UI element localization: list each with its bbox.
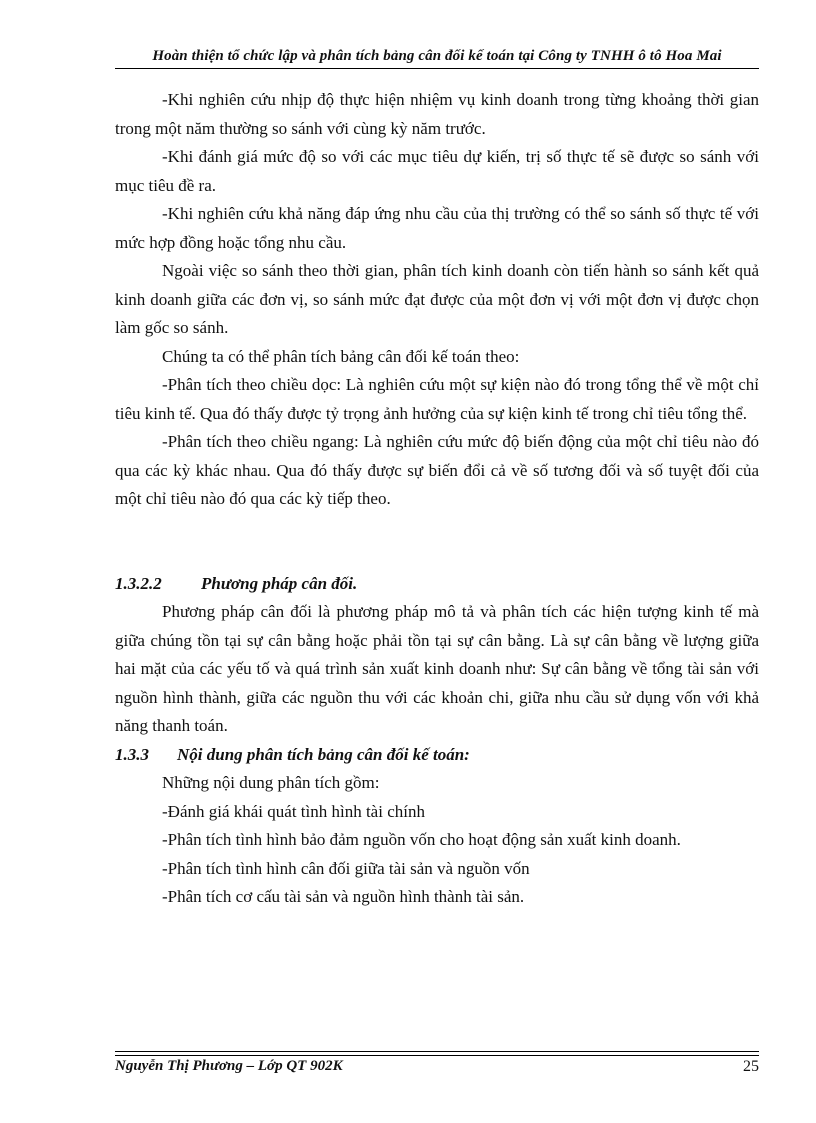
list-item: -Phân tích tình hình cân đối giữa tài sản và nguồn vốn xyxy=(162,858,530,878)
section-heading-1322 xyxy=(115,570,759,599)
section-heading-133 xyxy=(115,741,759,770)
paragraph: -Phân tích theo chiều dọc: Là nghiên cứu một sự kiện nào đó trong tổng thể về một chỉ tiêu kinh tế. Qua đó thấy được tỷ trọng ảnh hưởng của sự kiện kinh tế trong chỉ tiêu tổng thể. xyxy=(115,375,759,423)
paragraph: -Phân tích theo chiều ngang: Là nghiên cứu mức độ biến động của một chỉ tiêu nào đó qua các kỳ khác nhau. Qua đó thấy được sự biến đổi cả về số tương đối và số tuyệt đối của một chỉ tiêu nào đó qua các kỳ tiếp theo. xyxy=(115,432,759,508)
running-header: Hoàn thiện tổ chức lập và phân tích bảng cân đối kế toán tại Công ty TNHH ô tô Hoa Mai xyxy=(152,48,722,64)
paragraph: Phương pháp cân đối là phương pháp mô tả và phân tích các hiện tượng kinh tế mà giữa chúng tồn tại sự cân bằng hoặc phải tồn tại sự cân bằng. Là sự cân bằng về lượng giữa hai mặt của các yếu tố và quá trình sản xuất kinh doanh như: Sự cân bằng về tổng tài sản với nguồn hình thành, giữa các nguồn thu với các khoản chi, giữa nhu cầu sử dụng vốn với khả năng thanh toán. xyxy=(115,602,759,735)
section-number: 1.3.3 xyxy=(115,744,149,764)
header-rule xyxy=(115,68,759,69)
list-intro: Những nội dung phân tích gồm: xyxy=(162,773,380,792)
spacer xyxy=(115,514,759,570)
page-footer xyxy=(115,1058,759,1075)
document-body xyxy=(115,86,759,912)
list-item: -Phân tích tình hình bảo đảm nguồn vốn cho hoạt động sản xuất kinh doanh. xyxy=(162,830,681,849)
section-number: 1.3.2.2 xyxy=(115,573,162,593)
paragraph: -Khi nghiên cứu khả năng đáp ứng nhu cầu của thị trường có thể so sánh số thực tế với mức hợp đồng hoặc tổng nhu cầu. xyxy=(115,204,759,252)
list-item: -Đánh giá khái quát tình hình tài chính xyxy=(162,801,425,821)
footer-author: Nguyễn Thị Phương – Lớp QT 902K xyxy=(115,1058,343,1074)
section-title: Phương pháp cân đối. xyxy=(201,573,358,593)
list-item: -Phân tích cơ cấu tài sản và nguồn hình thành tài sản. xyxy=(162,887,525,906)
paragraph: Ngoài việc so sánh theo thời gian, phân tích kinh doanh còn tiến hành so sánh kết quả kinh doanh giữa các đơn vị, so sánh mức đạt được của một đơn vị với một đơn vị được chọn làm gốc so sánh. xyxy=(115,261,759,337)
page-number: 25 xyxy=(743,1058,759,1075)
footer-rule xyxy=(115,1051,759,1056)
section-title: Nội dung phân tích bảng cân đối kế toán: xyxy=(177,744,470,764)
paragraph: -Khi đánh giá mức độ so với các mục tiêu dự kiến, trị số thực tế sẽ được so sánh với mục tiêu đề ra. xyxy=(115,147,759,195)
paragraph: -Khi nghiên cứu nhịp độ thực hiện nhiệm vụ kinh doanh trong từng khoảng thời gian trong một năm thường so sánh với cùng kỳ năm trước. xyxy=(115,90,759,138)
paragraph: Chúng ta có thể phân tích bảng cân đối kế toán theo: xyxy=(162,346,520,366)
